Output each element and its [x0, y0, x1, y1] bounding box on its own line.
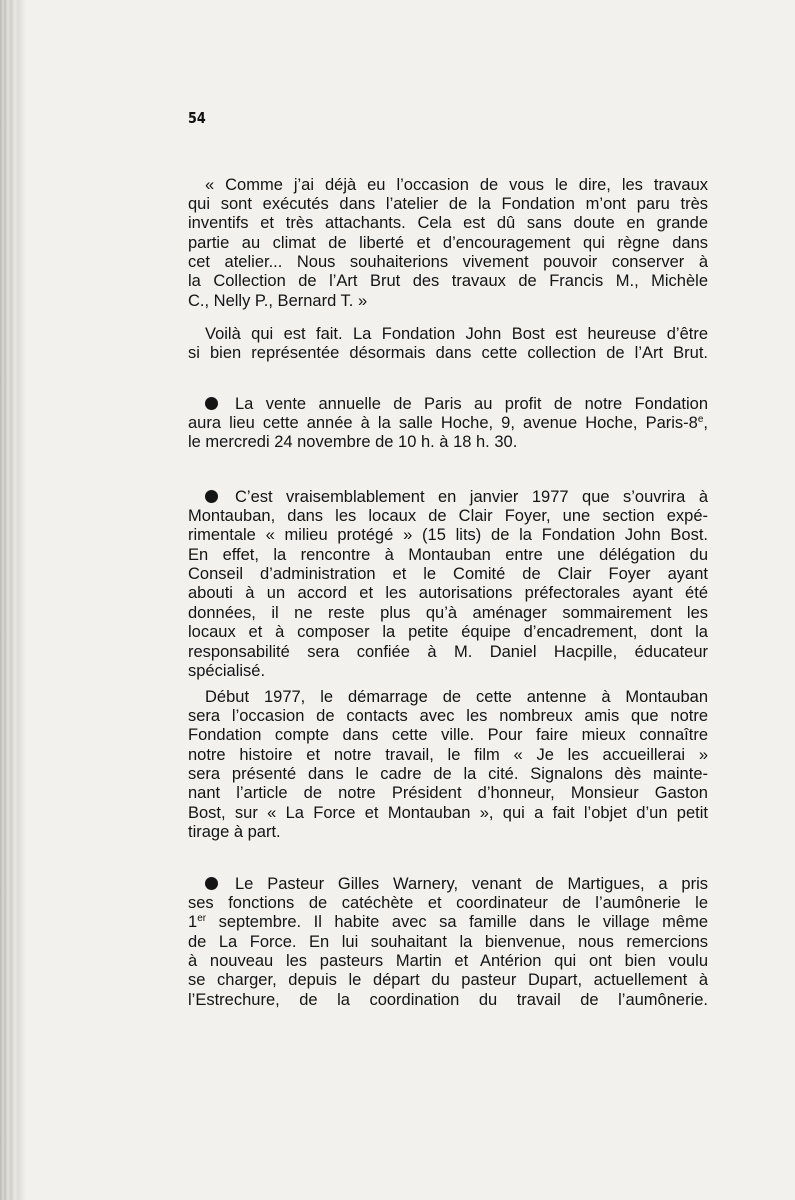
- text-line: responsabilité sera confiée à M. Daniel Hacpille, éducateur: [188, 642, 708, 661]
- superscript: e: [697, 413, 704, 425]
- text-line: données, il ne reste plus qu’à aménager sommairement les: [188, 603, 708, 622]
- text-line: sera l’occasion de contacts avec les nombreux amis que notre: [188, 706, 708, 725]
- text-line: nant l’article de notre Président d’honneur, Monsieur Gaston: [188, 784, 708, 803]
- text-line: [188, 488, 708, 507]
- text-line-content: La vente annuelle de Paris au profit de notre Fondation: [235, 394, 708, 413]
- text-line: Début 1977, le démarrage de cette antenne à Montauban: [205, 687, 708, 706]
- text-line: si bien représentée désormais dans cette collection de l’Art Brut.: [188, 343, 708, 362]
- text-segment: 1: [188, 913, 198, 932]
- text-line: cet atelier... Nous souhaiterions vivement pouvoir conserver à: [188, 253, 708, 272]
- text-line: [188, 395, 708, 414]
- text-line: partie au climat de liberté et d’encouragement qui règne dans: [188, 233, 708, 252]
- text-line: Conseil d’administration et le Comité de Clair Foyer ayant: [188, 565, 708, 584]
- text-line: à nouveau les pasteurs Martin et Antérion qui ont bien voulu: [188, 952, 708, 971]
- text-line: Montauban, dans les locaux de Clair Foyer, une section expé-: [188, 506, 708, 525]
- text-line-content: Le Pasteur Gilles Warnery, venant de Martigues, a pris: [235, 874, 708, 893]
- paragraph-art-brut: [188, 325, 708, 364]
- text-line: Bost, sur « La Force et Montauban », qui a fait l’objet d’un petit: [188, 803, 708, 822]
- text-line: sera présenté dans le cadre de la cité. Signalons dès mainte-: [188, 765, 708, 784]
- text-line: « Comme j’ai déjà eu l’occasion de vous le dire, les travaux: [205, 175, 708, 194]
- bullet-icon: [205, 877, 218, 890]
- text-line: tirage à part.: [188, 823, 281, 842]
- text-line: ses fonctions de catéchète et coordinateur de l’aumônerie le: [188, 893, 708, 912]
- text-line: En effet, la rencontre à Montauban entre une délégation du: [188, 545, 708, 564]
- text-line: locaux et à composer la petite équipe d’encadrement, dont la: [188, 623, 708, 642]
- text-line: abouti à un accord et les autorisations préfectorales ayant été: [188, 584, 708, 603]
- text-line: notre histoire et notre travail, le film « Je les accueillerai »: [188, 745, 708, 764]
- text-line: Voilà qui est fait. La Fondation John Bost est heureuse d’être: [205, 324, 708, 343]
- text-line: [188, 913, 708, 932]
- paragraph-vente-annuelle: [188, 395, 708, 453]
- page-edge: [0, 0, 26, 1200]
- text-line: l’Estrechure, de la coordination du travail de l’aumônerie.: [188, 990, 708, 1009]
- text-line: la Collection de l’Art Brut des travaux de Francis M., Michèle: [188, 272, 708, 291]
- text-line: de La Force. En lui souhaitant la bienvenue, nous remercions: [188, 932, 708, 951]
- text-line-content: C’est vraisemblablement en janvier 1977 que s’ouvrira à: [235, 487, 708, 506]
- text-segment: septembre. Il habite avec sa famille dans le village même: [206, 913, 708, 932]
- text-segment: ,: [703, 413, 708, 432]
- text-line: [188, 875, 708, 894]
- text-line: qui sont exécutés dans l’atelier de la Fondation m’ont paru très: [188, 194, 708, 213]
- bullet-icon: [205, 490, 218, 503]
- text-segment: aura lieu cette année à la salle Hoche, 9, avenue Hoche, Paris-8: [188, 413, 698, 432]
- text-line: Fondation compte dans cette ville. Pour faire mieux connaître: [188, 726, 708, 745]
- text-line: se charger, depuis le départ du pasteur Dupart, actuellement à: [188, 971, 708, 990]
- text-line: C., Nelly P., Bernard T. »: [188, 291, 368, 310]
- paragraph-debut-1977: [188, 688, 708, 843]
- text-line: le mercredi 24 novembre de 10 h. à 18 h. 30.: [188, 433, 518, 452]
- paragraph-pasteur-warnery: [188, 875, 708, 1011]
- bullet-icon: [205, 397, 218, 410]
- paragraph-letter-quote: [188, 176, 708, 312]
- paragraph-montauban-section: [188, 488, 708, 682]
- text-line: inventifs et très attachants. Cela est dû sans doute en grande: [188, 214, 708, 233]
- text-line: spécialisé.: [188, 662, 266, 681]
- superscript: er: [197, 913, 207, 925]
- page-number: 54: [188, 109, 206, 127]
- text-line: rimentale « milieu protégé » (15 lits) de la Fondation John Bost.: [188, 526, 708, 545]
- text-line: [188, 414, 708, 433]
